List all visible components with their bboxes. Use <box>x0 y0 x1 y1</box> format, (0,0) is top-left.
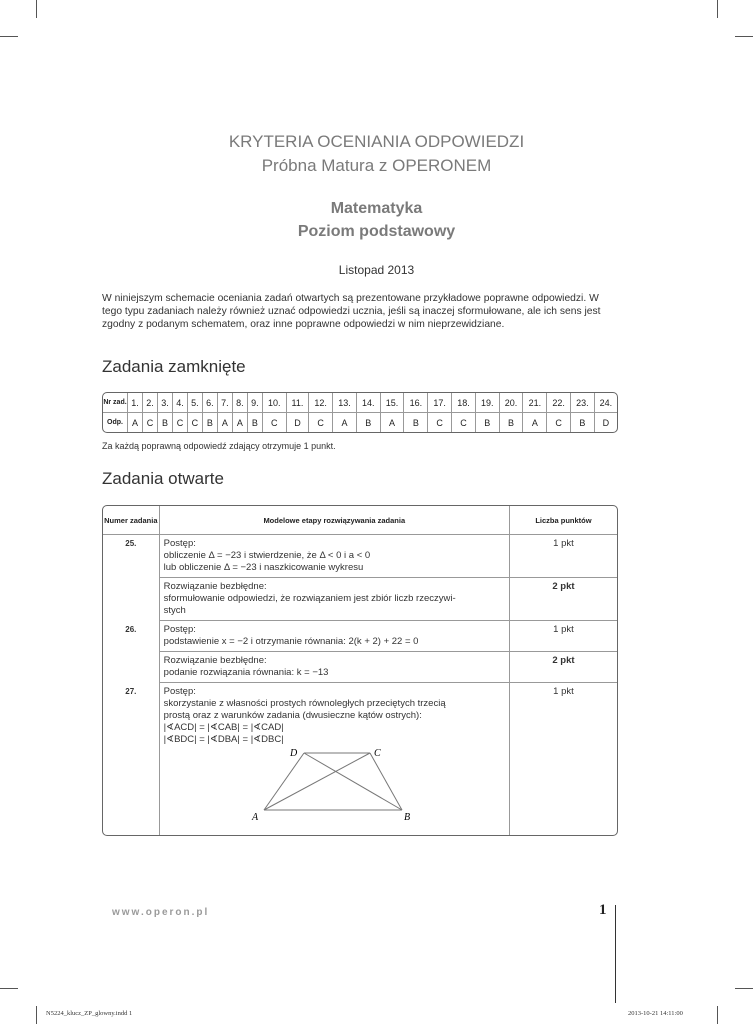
step-line: prostą oraz z warunków zadania (dwusieczne kątów ostrych): <box>163 710 422 721</box>
vertex-label-c: C <box>373 748 381 759</box>
crop-mark <box>0 988 18 989</box>
task-number <box>103 578 160 621</box>
step-line: Rozwiązanie bezbłędne: <box>163 655 267 666</box>
question-number: 11. <box>287 393 310 413</box>
question-number: 3. <box>158 393 173 413</box>
question-number: 9. <box>248 393 263 413</box>
question-number: 4. <box>173 393 188 413</box>
row-label-number: Nr zad. <box>103 393 128 413</box>
table-row <box>103 578 617 621</box>
answer-cell: B <box>571 413 595 432</box>
answer-cell: C <box>188 413 203 432</box>
task-number <box>103 652 160 683</box>
answer-cell: B <box>500 413 524 432</box>
answer-cell: A <box>523 413 547 432</box>
task-steps <box>160 683 510 835</box>
vertex-label-d: D <box>289 748 297 759</box>
question-number: 5. <box>188 393 203 413</box>
row-label-answer: Odp. <box>103 413 128 432</box>
question-number: 8. <box>233 393 248 413</box>
step-line: obliczenie Δ = −23 i stwierdzenie, że Δ < 0 i a < 0 <box>163 550 371 561</box>
answer-cell: A <box>128 413 143 432</box>
level: Poziom podstawowy <box>297 223 456 240</box>
question-number: 23. <box>571 393 595 413</box>
step-line: podstawienie x = −2 i otrzymanie równania: 2(k + 2) + 22 = 0 <box>163 636 419 647</box>
question-number: 24. <box>595 393 617 413</box>
task-steps <box>160 578 510 621</box>
task-number: 27. <box>103 683 160 835</box>
answer-cell: A <box>218 413 233 432</box>
step-line: Postęp: <box>163 538 196 549</box>
table-row <box>103 652 617 683</box>
closed-note: Za każdą poprawną odpowiedź zdający otrzymuje 1 punkt. <box>102 441 336 451</box>
question-number: 6. <box>203 393 218 413</box>
title-line-1: KRYTERIA OCENIANIA ODPOWIEDZI <box>228 132 525 151</box>
table-row <box>103 683 617 835</box>
table-row <box>103 621 617 652</box>
question-number: 13. <box>333 393 357 413</box>
question-number: 17. <box>428 393 452 413</box>
answer-cell: C <box>143 413 158 432</box>
open-section-title: Zadania otwarte <box>102 469 224 488</box>
open-criteria-table <box>102 505 618 836</box>
crop-mark <box>0 36 18 37</box>
page-number: 1 <box>599 902 607 918</box>
answer-cell: C <box>309 413 333 432</box>
crop-mark <box>36 0 37 18</box>
question-number: 18. <box>452 393 476 413</box>
slug-timestamp: 2013-10-21 14:11:00 <box>628 1010 683 1017</box>
step-line: Postęp: <box>163 686 196 697</box>
step-line: skorzystanie z własności prostych równoległych przeciętych trzecią <box>163 698 446 709</box>
footer-url: www.operon.pl <box>112 907 210 918</box>
answer-cell: B <box>248 413 263 432</box>
question-number: 16. <box>404 393 428 413</box>
task-number: 25. <box>103 535 160 578</box>
answer-cell: B <box>357 413 381 432</box>
task-steps <box>160 621 510 652</box>
crop-mark <box>36 1006 37 1024</box>
step-line: |∢BDC| = |∢DBA| = |∢DBC| <box>163 734 284 745</box>
answer-cell: C <box>173 413 188 432</box>
question-number: 1. <box>128 393 143 413</box>
question-number: 15. <box>381 393 405 413</box>
question-number: 21. <box>523 393 547 413</box>
answer-cell: B <box>404 413 428 432</box>
points-cell: 2 pkt <box>510 578 617 621</box>
vertex-label-b: B <box>403 812 410 823</box>
answer-cell: A <box>233 413 248 432</box>
answer-cell: C <box>452 413 476 432</box>
answer-cell: D <box>287 413 310 432</box>
answer-cell: D <box>602 417 610 428</box>
closed-section-title: Zadania zamknięte <box>102 357 246 376</box>
question-number: 10. <box>263 393 287 413</box>
points-cell: 1 pkt <box>553 686 574 697</box>
title-line-2: Próbna Matura z OPERONEM <box>261 156 492 175</box>
task-steps <box>160 535 510 578</box>
diagonal-ac <box>264 753 370 810</box>
crop-mark <box>735 36 753 37</box>
task-steps <box>160 652 510 683</box>
col-header-number: Numer zadania <box>103 506 160 535</box>
question-number: 19. <box>476 393 500 413</box>
step-line: lub obliczenie Δ = −23 i naszkicowanie wykresu <box>163 562 364 573</box>
question-number: 22. <box>547 393 571 413</box>
answer-cell: B <box>476 413 500 432</box>
question-number: 20. <box>500 393 524 413</box>
answer-cell: C <box>428 413 452 432</box>
points-cell: 1 pkt <box>510 621 617 652</box>
task-number: 26. <box>103 621 160 652</box>
points-cell: 2 pkt <box>510 652 617 683</box>
step-line: podanie rozwiązania równania: k = −13 <box>163 667 329 678</box>
answer-cell: C <box>263 413 287 432</box>
side-ad <box>264 753 304 810</box>
answer-cell: C <box>547 413 571 432</box>
answer-cell: B <box>158 413 173 432</box>
answer-cell: A <box>333 413 357 432</box>
answers-row <box>103 413 617 432</box>
col-header-points: Liczba punktów <box>510 506 617 535</box>
slug-filename: N5224_klucz_ZP_glowny.indd 1 <box>46 1010 133 1017</box>
table-row <box>103 535 617 578</box>
step-line: Rozwiązanie bezbłędne: <box>163 581 267 592</box>
question-number: 14. <box>357 393 381 413</box>
page-rule <box>615 905 616 1003</box>
side-bc <box>370 753 402 810</box>
vertex-label-a: A <box>251 812 258 823</box>
trapezoid-figure <box>250 748 450 832</box>
points-cell: 1 pkt <box>510 535 617 578</box>
question-number: 12. <box>309 393 333 413</box>
numbers-row <box>103 393 617 413</box>
subject-heading <box>0 197 753 243</box>
step-line: |∢ACD| = |∢CAB| = |∢CAD| <box>163 722 284 733</box>
step-line: sformułowanie odpowiedzi, że rozwiązaniem jest zbiór liczb rzeczywi- <box>163 593 456 604</box>
answer-cell: B <box>203 413 218 432</box>
answer-cell: A <box>381 413 405 432</box>
crop-mark <box>717 0 718 18</box>
step-line: stych <box>163 605 186 616</box>
step-line: Postęp: <box>163 624 196 635</box>
subject: Matematyka <box>330 200 423 217</box>
question-number: 2. <box>143 393 158 413</box>
closed-answers-table <box>102 392 618 433</box>
crop-mark <box>717 1006 718 1024</box>
crop-mark <box>735 988 753 989</box>
document-title <box>0 130 753 178</box>
col-header-steps: Modelowe etapy rozwiązywania zadania <box>160 506 510 535</box>
intro-paragraph: W niniejszym schemacie oceniania zadań otwartych są prezentowane przykładowe poprawne odpowiedzi. W tego typu zadaniach należy również uznać odpowiedzi ucznia, jeśli są inaczej sformułowane, ale ich sens jest zgodny z podanym schematem, oraz inne poprawne odpowiedzi w nim nieprzewidziane. <box>102 293 601 330</box>
question-number: 7. <box>218 393 233 413</box>
date: Listopad 2013 <box>338 263 415 277</box>
diagonal-bd <box>304 753 402 810</box>
